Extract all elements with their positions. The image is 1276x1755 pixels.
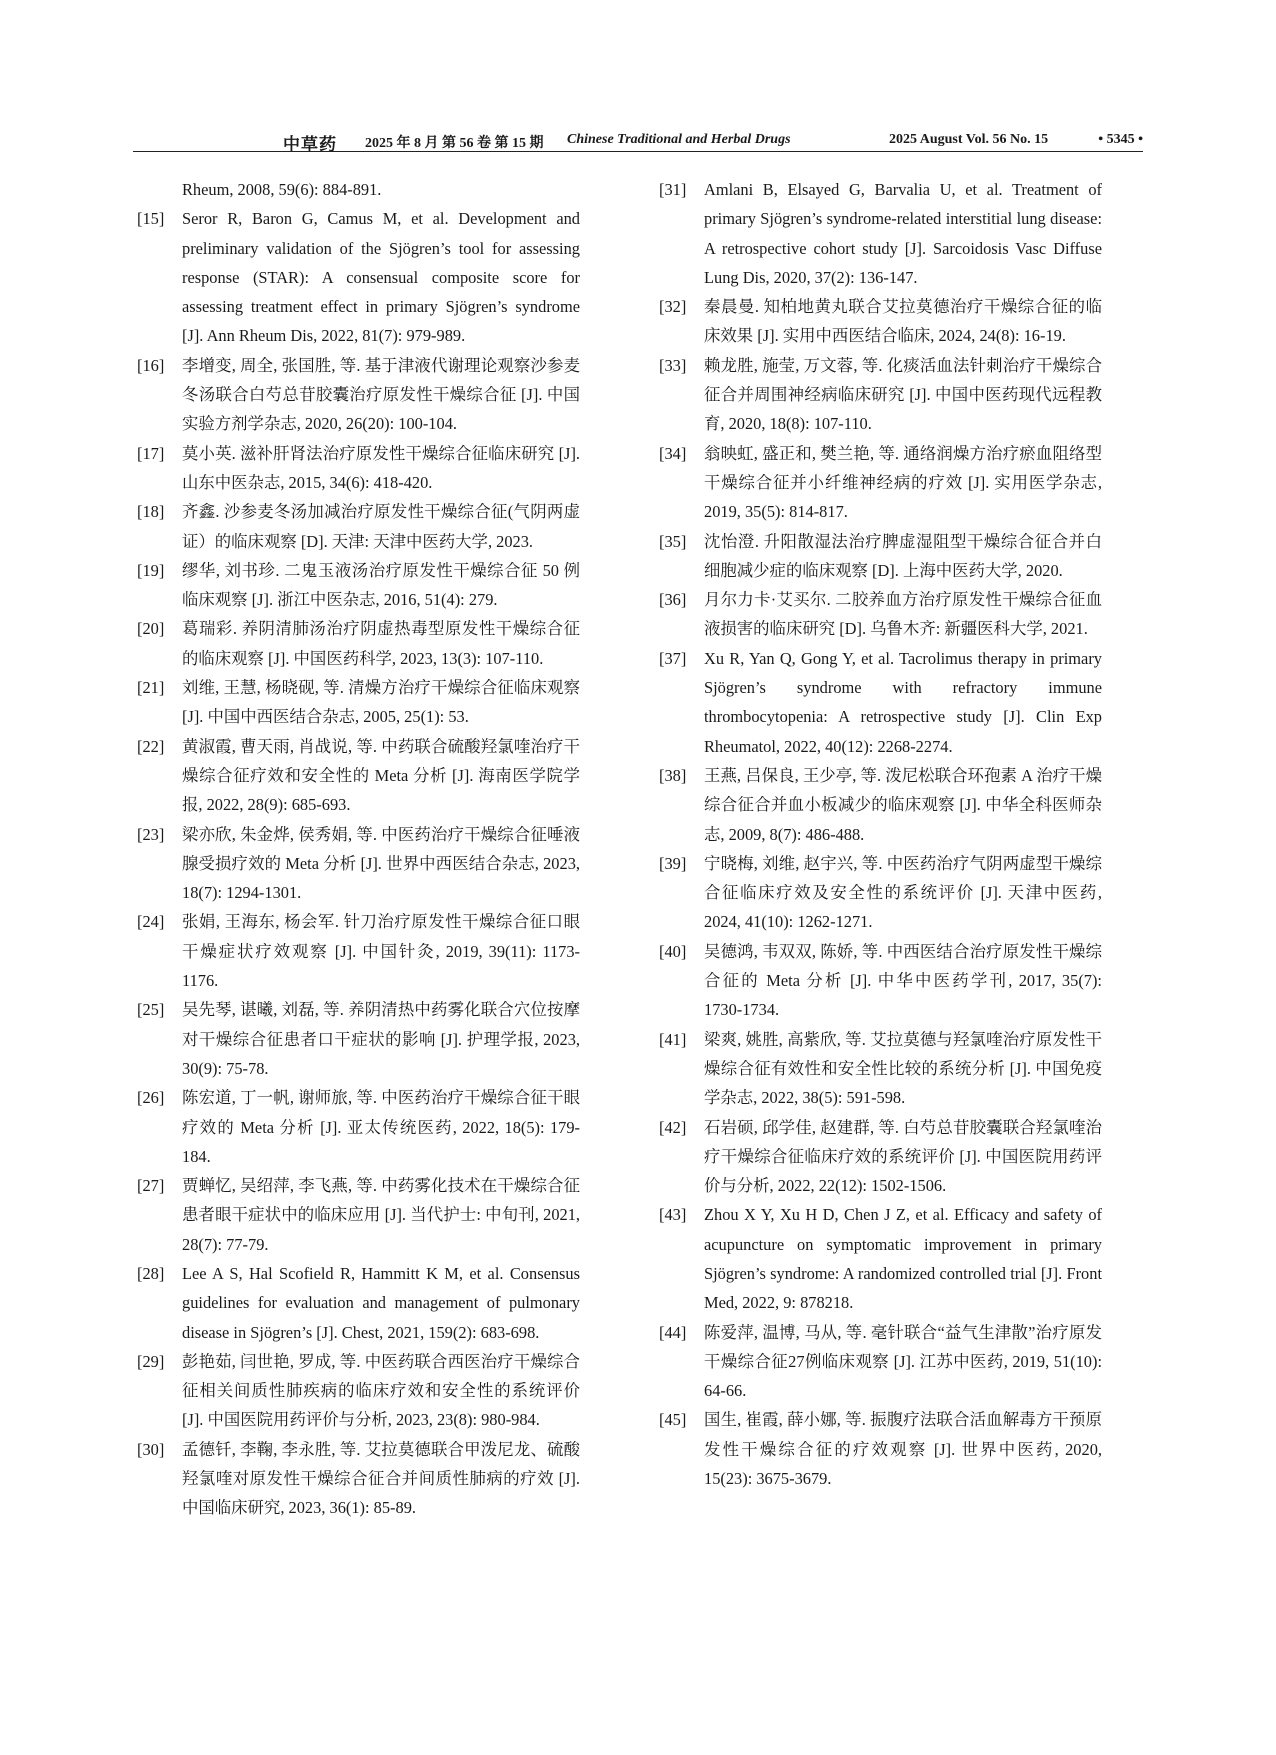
issue-info-chinese: 2025 年 8 月 第 56 卷 第 15 期 xyxy=(365,136,544,151)
reference-item xyxy=(137,1171,580,1259)
reference-text: 宁晓梅, 刘维, 赵宇兴, 等. 中医药治疗气阴两虚型干燥综合征临床疗效及安全性的系统评价 [J]. 天津中医药, 2024, 41(10): 1262-1271. xyxy=(704,853,1102,932)
reference-number: [20] xyxy=(137,619,165,639)
reference-number: [16] xyxy=(137,355,165,375)
header-rule xyxy=(133,151,1143,152)
references-left-column xyxy=(137,175,580,1523)
reference-text: 贾蝉忆, 吴绍萍, 李飞燕, 等. 中药雾化技术在干燥综合征患者眼干症状中的临床应用 [J]. 当代护士: 中旬刊, 2021, 28(7): 77-79. xyxy=(182,1176,581,1254)
reference-text: 吴德鸿, 韦双双, 陈娇, 等. 中西医结合治疗原发性干燥综合征的 Meta 分析 [J]. 中华中医药学刊, 2017, 35(7): 1730-1734. xyxy=(704,941,1102,1020)
reference-number: [32] xyxy=(659,297,687,317)
reference-text: 梁亦欣, 朱金烨, 侯秀娟, 等. 中医药治疗干燥综合征唾液腺受损疗效的 Meta 分析 [J]. 世界中西医结合杂志, 2023, 18(7): 1294-1301. xyxy=(182,824,580,903)
reference-number: [43] xyxy=(659,1205,687,1225)
reference-number: [30] xyxy=(137,1439,165,1459)
reference-text: 王燕, 吕保良, 王少亭, 等. 泼尼松联合环孢素 A 治疗干燥综合征合并血小板减少的临床观察 [J]. 中华全科医师杂志, 2009, 8(7): 486-488. xyxy=(704,765,1102,844)
reference-text: 沈怡澄. 升阳散湿法治疗脾虚湿阻型干燥综合征合并白细胞减少症的临床观察 [D]. 上海中医药大学, 2020. xyxy=(704,531,1102,580)
reference-item xyxy=(137,673,580,732)
reference-item xyxy=(659,292,1102,351)
reference-item xyxy=(659,937,1102,1025)
reference-number: [40] xyxy=(659,941,687,961)
reference-text: Rheum, 2008, 59(6): 884-891. xyxy=(182,180,382,199)
reference-number: [35] xyxy=(659,531,687,551)
reference-item xyxy=(137,820,580,908)
reference-number: [42] xyxy=(659,1117,687,1137)
reference-number: [45] xyxy=(659,1410,687,1430)
reference-text: 陈宏道, 丁一帆, 谢师旅, 等. 中医药治疗干燥综合征干眼疗效的 Meta 分析 [J]. 亚太传统医药, 2022, 18(5): 179-184. xyxy=(182,1088,580,1166)
reference-item xyxy=(137,907,580,995)
reference-number: [24] xyxy=(137,912,165,932)
reference-item xyxy=(137,439,580,498)
reference-text: 陈爱萍, 温博, 马从, 等. 毫针联合“益气生津散”治疗原发干燥综合征27例临床观察 [J]. 江苏中医药, 2019, 51(10): 64-66. xyxy=(704,1322,1102,1401)
reference-number: [29] xyxy=(137,1351,165,1371)
reference-text: Seror R, Baron G, Camus M, et al. Development and preliminary validation of the Sjögren’s tool for assessing response (STAR): A consensual composite score for assessing treatment effect in primary Sjögren’s syndrome [J]. Ann Rheum Dis, 2022, 81(7): 979-989. xyxy=(182,209,580,346)
reference-item xyxy=(659,761,1102,849)
reference-item xyxy=(659,849,1102,937)
journal-title-english: Chinese Traditional and Herbal Drugs xyxy=(567,132,791,147)
reference-number: [36] xyxy=(659,590,687,610)
reference-item xyxy=(137,732,580,820)
reference-item xyxy=(137,204,580,350)
reference-text: 齐鑫. 沙参麦冬汤加减治疗原发性干燥综合征(气阴两虚证）的临床观察 [D]. 天津: 天津中医药大学, 2023. xyxy=(182,502,580,551)
page-number: • 5345 • xyxy=(1098,132,1143,147)
reference-item xyxy=(659,585,1102,644)
reference-item xyxy=(659,1113,1102,1201)
reference-text: 月尔力卡·艾买尔. 二胶养血方治疗原发性干燥综合征血液损害的临床研究 [D]. 乌鲁木齐: 新疆医科大学, 2021. xyxy=(704,590,1102,639)
reference-item xyxy=(137,995,580,1083)
reference-text: 葛瑞彩. 养阴清肺汤治疗阴虚热毒型原发性干燥综合征的临床观察 [J]. 中国医药科学, 2023, 13(3): 107-110. xyxy=(182,619,580,668)
reference-number: [15] xyxy=(137,209,165,229)
issue-info-english: 2025 August Vol. 56 No. 15 xyxy=(889,132,1049,147)
reference-text: 刘维, 王慧, 杨晓砚, 等. 清燥方治疗干燥综合征临床观察 [J]. 中国中西医结合杂志, 2005, 25(1): 53. xyxy=(182,678,580,727)
reference-item xyxy=(137,497,580,556)
reference-text: Lee A S, Hal Scofield R, Hammitt K M, et al. Consensus guidelines for evaluation and management of pulmonary disease in Sjögren’s [J]. Chest, 2021, 159(2): 683-698. xyxy=(182,1263,580,1342)
reference-text: 国生, 崔霞, 薛小娜, 等. 振腹疗法联合活血解毒方干预原发性干燥综合征的疗效观察 [J]. 世界中医药, 2020, 15(23): 3675-3679. xyxy=(704,1410,1102,1489)
reference-text: 孟德钎, 李鞠, 李永胜, 等. 艾拉莫德联合甲泼尼龙、硫酸羟氯喹对原发性干燥综合征合并间质性肺病的疗效 [J]. 中国临床研究, 2023, 36(1): 85-89. xyxy=(182,1439,580,1518)
reference-number: [21] xyxy=(137,678,165,698)
reference-number: [22] xyxy=(137,736,165,756)
reference-text: Zhou X Y, Xu H D, Chen J Z, et al. Efficacy and safety of acupuncture on symptomatic improvement in primary Sjögren’s syndrome: A randomized controlled trial [J]. Front Med, 2022, 9: 878218. xyxy=(704,1205,1102,1313)
reference-text: 李增变, 周全, 张国胜, 等. 基于津液代谢理论观察沙参麦冬汤联合白芍总苷胶囊治疗原发性干燥综合征 [J]. 中国实验方剂学杂志, 2020, 26(20): 100-104. xyxy=(182,355,580,434)
reference-item xyxy=(659,439,1102,527)
reference-item xyxy=(659,1025,1102,1113)
journal-logo: 中草药 xyxy=(283,135,337,154)
reference-item xyxy=(137,614,580,673)
reference-item xyxy=(659,1200,1102,1317)
reference-item xyxy=(137,351,580,439)
reference-number: [34] xyxy=(659,443,687,463)
reference-item xyxy=(137,1347,580,1435)
reference-number: [41] xyxy=(659,1029,687,1049)
reference-item xyxy=(137,1083,580,1171)
references-right-column xyxy=(659,175,1102,1493)
reference-number: [23] xyxy=(137,824,165,844)
reference-number: [19] xyxy=(137,560,165,580)
reference-item xyxy=(659,1405,1102,1493)
reference-item xyxy=(137,1435,580,1523)
reference-number: [31] xyxy=(659,180,687,199)
reference-text: Amlani B, Elsayed G, Barvalia U, et al. Treatment of primary Sjögren’s syndrome-related interstitial lung disease: A retrospective cohort study [J]. Sarcoidosis Vasc Diffuse Lung Dis, 2020, 37(2): 136-147. xyxy=(704,180,1102,287)
reference-text: 梁爽, 姚胜, 高紫欣, 等. 艾拉莫德与羟氯喹治疗原发性干燥综合征有效性和安全性比较的系统分析 [J]. 中国免疫学杂志, 2022, 38(5): 591-598. xyxy=(704,1029,1102,1108)
reference-number: [38] xyxy=(659,765,687,785)
reference-text: 吴先琴, 谌曦, 刘磊, 等. 养阴清热中药雾化联合穴位按摩对干燥综合征患者口干症状的影响 [J]. 护理学报, 2023, 30(9): 75-78. xyxy=(182,1000,580,1078)
reference-text: 缪华, 刘书珍. 二鬼玉液汤治疗原发性干燥综合征 50 例临床观察 [J]. 浙江中医杂志, 2016, 51(4): 279. xyxy=(182,560,580,610)
reference-text: 翁映虹, 盛正和, 樊兰艳, 等. 通络润燥方治疗瘀血阻络型干燥综合征并小纤维神经病的疗效 [J]. 实用医学杂志, 2019, 35(5): 814-817. xyxy=(704,443,1102,522)
reference-item xyxy=(659,644,1102,761)
page-header xyxy=(133,128,1143,152)
reference-item xyxy=(137,1259,580,1347)
reference-number: [28] xyxy=(137,1263,165,1283)
reference-number: [25] xyxy=(137,1000,165,1020)
reference-text: 莫小英. 滋补肝肾法治疗原发性干燥综合征临床研究 [J]. 山东中医杂志, 2015, 34(6): 418-420. xyxy=(182,443,580,492)
reference-item xyxy=(137,175,580,204)
reference-number: [44] xyxy=(659,1322,687,1342)
reference-text: 张娟, 王海东, 杨会军. 针刀治疗原发性干燥综合征口眼干燥症状疗效观察 [J]. 中国针灸, 2019, 39(11): 1173-1176. xyxy=(182,912,580,991)
reference-text: 秦晨曼. 知柏地黄丸联合艾拉莫德治疗干燥综合征的临床效果 [J]. 实用中西医结合临床, 2024, 24(8): 16-19. xyxy=(704,297,1102,346)
reference-item xyxy=(659,1318,1102,1406)
reference-text: 彭艳茹, 闫世艳, 罗成, 等. 中医药联合西医治疗干燥综合征相关间质性肺疾病的临床疗效和安全性的系统评价 [J]. 中国医院用药评价与分析, 2023, 23(8): 980-984. xyxy=(182,1351,580,1430)
reference-number: [17] xyxy=(137,443,165,463)
reference-number: [18] xyxy=(137,502,165,522)
reference-item xyxy=(137,556,580,615)
reference-item xyxy=(659,351,1102,439)
reference-item xyxy=(659,175,1102,292)
reference-number: [27] xyxy=(137,1176,165,1196)
reference-number: [26] xyxy=(137,1088,165,1108)
reference-text: 石岩硕, 邱学佳, 赵建群, 等. 白芍总苷胶囊联合羟氯喹治疗干燥综合征临床疗效的系统评价 [J]. 中国医院用药评价与分析, 2022, 22(12): 1502-1506. xyxy=(704,1117,1102,1196)
reference-number: [39] xyxy=(659,853,687,873)
reference-item xyxy=(659,527,1102,586)
reference-text: Xu R, Yan Q, Gong Y, et al. Tacrolimus therapy in primary Sjögren’s syndrome with refractory immune thrombocytopenia: A retrospective study [J]. Clin Exp Rheumatol, 2022, 40(12): 2268-2274. xyxy=(704,648,1102,756)
reference-text: 黄淑霞, 曹天雨, 肖战说, 等. 中药联合硫酸羟氯喹治疗干燥综合征疗效和安全性的 Meta 分析 [J]. 海南医学院学报, 2022, 28(9): 685-693. xyxy=(182,736,580,815)
reference-number: [33] xyxy=(659,355,687,375)
reference-number: [37] xyxy=(659,648,687,668)
reference-text: 赖龙胜, 施莹, 万文蓉, 等. 化痰活血法针刺治疗干燥综合征合并周围神经病临床研究 [J]. 中国中医药现代远程教育, 2020, 18(8): 107-110. xyxy=(704,355,1102,434)
